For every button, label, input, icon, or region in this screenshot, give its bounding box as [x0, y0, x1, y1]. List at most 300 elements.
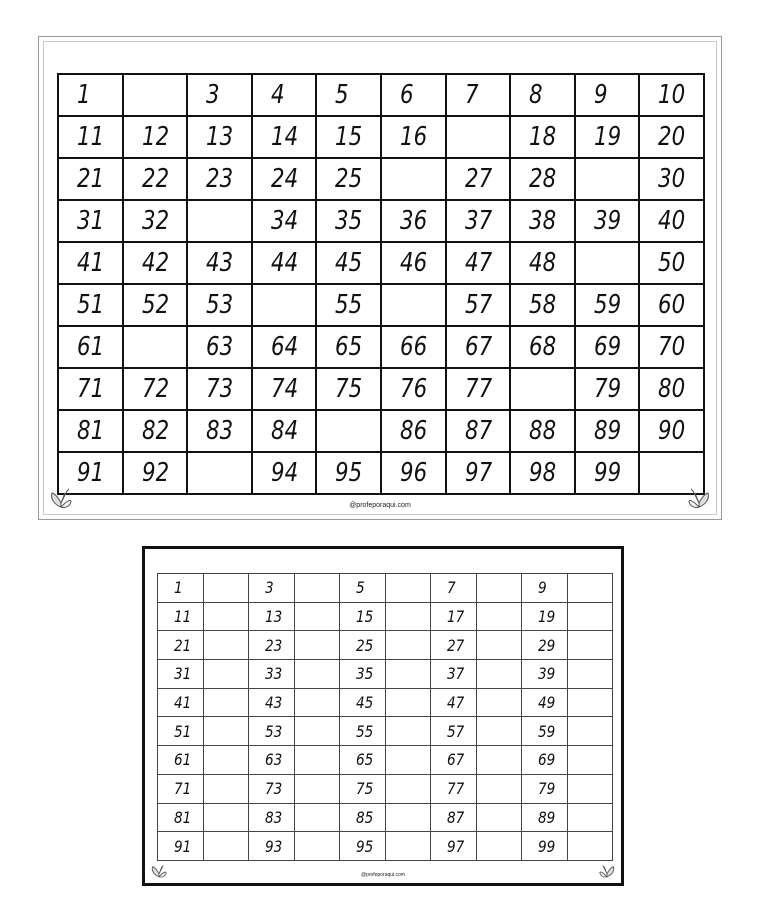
grid-row — [158, 602, 613, 631]
grid-cell — [123, 158, 188, 200]
grid-cell — [158, 746, 204, 775]
grid-cell — [249, 774, 295, 803]
cell-number: 84 — [270, 416, 298, 446]
cell-number: 47 — [464, 248, 492, 278]
grid-cell — [187, 74, 252, 116]
cell-number: 94 — [270, 458, 298, 488]
grid-row — [58, 452, 704, 494]
grid-cell — [58, 116, 123, 158]
grid-cell — [522, 602, 568, 631]
grid-cell — [639, 242, 704, 284]
grid-cell — [316, 242, 381, 284]
cell-number: 45 — [356, 693, 374, 713]
grid-cell — [639, 200, 704, 242]
grid-row — [58, 116, 704, 158]
grid-cell-blank — [316, 410, 381, 452]
cell-number: 63 — [265, 750, 283, 770]
cell-number: 99 — [538, 836, 556, 856]
cell-number: 14 — [270, 122, 298, 152]
grid-cell — [123, 200, 188, 242]
grid-cell — [158, 832, 204, 861]
grid-cell-blank — [476, 688, 522, 717]
cell-number: 41 — [77, 248, 105, 278]
cell-number: 89 — [538, 807, 556, 827]
cell-number: 69 — [593, 332, 621, 362]
grid-row — [58, 74, 704, 116]
grid-cell — [158, 602, 204, 631]
grid-cell-blank — [476, 574, 522, 603]
cell-number: 87 — [464, 416, 492, 446]
grid-cell — [252, 326, 317, 368]
grid-cell — [381, 116, 446, 158]
grid-cell — [340, 574, 386, 603]
cell-number: 6 — [399, 80, 414, 110]
cell-number: 7 — [464, 80, 479, 110]
grid-cell-blank — [294, 574, 340, 603]
grid-cell — [522, 688, 568, 717]
grid-cell — [187, 368, 252, 410]
cell-number: 75 — [356, 779, 374, 799]
cell-number: 35 — [335, 206, 363, 236]
grid-cell — [158, 803, 204, 832]
grid-row — [158, 832, 613, 861]
grid-cell — [575, 410, 640, 452]
cell-number: 20 — [658, 122, 686, 152]
grid-cell — [58, 410, 123, 452]
grid-cell — [252, 242, 317, 284]
cell-number: 87 — [447, 807, 465, 827]
grid-cell — [123, 452, 188, 494]
cell-number: 53 — [206, 290, 234, 320]
grid-cell — [252, 452, 317, 494]
grid-cell-blank — [294, 660, 340, 689]
grid-cell — [316, 368, 381, 410]
butterfly-icon — [149, 861, 169, 881]
cell-number: 21 — [77, 164, 105, 194]
grid-cell-blank — [381, 158, 446, 200]
number-grid — [157, 573, 613, 861]
grid-cell — [639, 116, 704, 158]
cell-number: 73 — [206, 374, 234, 404]
grid-cell — [446, 242, 511, 284]
worksheet-hundred-chart-missing-numbers — [38, 36, 722, 520]
cell-number: 1 — [77, 80, 91, 110]
grid-cell-blank — [476, 774, 522, 803]
grid-cell-blank — [203, 631, 249, 660]
cell-number: 71 — [77, 374, 105, 404]
cell-number: 81 — [77, 416, 105, 446]
cell-number: 79 — [538, 779, 556, 799]
cell-number: 5 — [335, 80, 349, 110]
cell-number: 57 — [447, 721, 465, 741]
grid-row — [58, 242, 704, 284]
grid-cell — [252, 368, 317, 410]
cell-number: 37 — [464, 206, 492, 236]
cell-number: 28 — [529, 164, 557, 194]
grid-cell-blank — [385, 660, 431, 689]
cell-number: 43 — [265, 693, 283, 713]
grid-cell — [446, 452, 511, 494]
grid-row — [58, 368, 704, 410]
grid-cell-blank — [476, 717, 522, 746]
cell-number: 57 — [464, 290, 492, 320]
grid-cell-blank — [385, 574, 431, 603]
grid-cell — [431, 688, 477, 717]
grid-cell — [639, 158, 704, 200]
grid-cell — [510, 452, 575, 494]
grid-cell — [431, 774, 477, 803]
grid-cell — [575, 452, 640, 494]
cell-number: 42 — [141, 248, 169, 278]
grid-cell — [316, 74, 381, 116]
cell-number: 97 — [464, 458, 492, 488]
cell-number: 40 — [658, 206, 686, 236]
grid-cell — [522, 774, 568, 803]
grid-cell — [431, 803, 477, 832]
grid-cell — [381, 74, 446, 116]
cell-number: 97 — [447, 836, 465, 856]
cell-number: 83 — [265, 807, 283, 827]
cell-number: 64 — [270, 332, 298, 362]
cell-number: 19 — [538, 607, 556, 627]
cell-number: 24 — [270, 164, 298, 194]
grid-cell-blank — [203, 717, 249, 746]
grid-cell — [316, 326, 381, 368]
cell-number: 18 — [529, 122, 557, 152]
grid-cell — [123, 368, 188, 410]
cell-number: 44 — [270, 248, 298, 278]
cell-number: 12 — [141, 122, 169, 152]
cell-number: 37 — [447, 664, 465, 684]
grid-cell-blank — [567, 660, 613, 689]
grid-cell — [639, 284, 704, 326]
grid-cell — [340, 602, 386, 631]
cell-number: 36 — [399, 206, 428, 236]
cell-number: 77 — [447, 779, 465, 799]
grid-cell — [381, 242, 446, 284]
cell-number: 47 — [447, 693, 465, 713]
cell-number: 21 — [174, 635, 192, 655]
grid-cell — [158, 774, 204, 803]
grid-cell — [522, 717, 568, 746]
grid-cell — [639, 74, 704, 116]
grid-cell-blank — [567, 803, 613, 832]
grid-cell — [123, 242, 188, 284]
cell-number: 39 — [593, 206, 621, 236]
cell-number: 46 — [399, 248, 428, 278]
grid-cell — [249, 574, 295, 603]
cell-number: 17 — [447, 607, 465, 627]
grid-cell — [446, 284, 511, 326]
grid-cell — [510, 158, 575, 200]
grid-cell — [252, 158, 317, 200]
cell-number: 53 — [265, 721, 283, 741]
grid-cell-blank — [203, 688, 249, 717]
cell-number: 71 — [174, 779, 192, 799]
grid-cell-blank — [385, 832, 431, 861]
cell-number: 67 — [447, 750, 465, 770]
grid-cell-blank — [203, 803, 249, 832]
cell-number: 85 — [356, 807, 374, 827]
grid-cell — [446, 158, 511, 200]
grid-cell-blank — [385, 602, 431, 631]
grid-cell — [575, 116, 640, 158]
grid-cell — [340, 688, 386, 717]
cell-number: 29 — [538, 635, 556, 655]
cell-number: 99 — [593, 458, 621, 488]
cell-number: 90 — [658, 416, 686, 446]
grid-cell — [639, 326, 704, 368]
grid-cell — [249, 631, 295, 660]
grid-cell-blank — [123, 326, 188, 368]
grid-cell-blank — [575, 242, 640, 284]
grid-cell-blank — [294, 688, 340, 717]
cell-number: 38 — [529, 206, 557, 236]
grid-cell — [340, 660, 386, 689]
cell-number: 27 — [464, 164, 492, 194]
grid-cell — [340, 717, 386, 746]
cell-number: 30 — [658, 164, 686, 194]
grid-cell-blank — [476, 832, 522, 861]
grid-cell — [446, 74, 511, 116]
grid-cell-blank — [567, 574, 613, 603]
grid-cell — [522, 631, 568, 660]
cell-number: 43 — [206, 248, 234, 278]
grid-cell-blank — [567, 746, 613, 775]
cell-number: 13 — [206, 122, 234, 152]
grid-cell — [252, 410, 317, 452]
grid-cell — [187, 410, 252, 452]
grid-cell — [58, 326, 123, 368]
grid-cell — [187, 242, 252, 284]
grid-cell — [431, 717, 477, 746]
grid-cell — [123, 116, 188, 158]
grid-row — [158, 803, 613, 832]
grid-row — [158, 660, 613, 689]
grid-cell — [340, 631, 386, 660]
grid-cell — [446, 326, 511, 368]
cell-number: 3 — [206, 80, 220, 110]
cell-number: 60 — [658, 290, 686, 320]
grid-cell — [510, 326, 575, 368]
grid-cell — [522, 832, 568, 861]
grid-row — [158, 688, 613, 717]
grid-cell-blank — [567, 832, 613, 861]
cell-number: 61 — [174, 750, 192, 770]
grid-cell-blank — [203, 746, 249, 775]
grid-cell-blank — [575, 158, 640, 200]
cell-number: 59 — [593, 290, 621, 320]
grid-cell — [187, 326, 252, 368]
grid-cell-blank — [294, 746, 340, 775]
grid-cell — [639, 410, 704, 452]
cell-number: 7 — [447, 578, 456, 598]
grid-cell — [639, 368, 704, 410]
cell-number: 92 — [141, 458, 169, 488]
grid-cell — [510, 116, 575, 158]
grid-cell — [575, 74, 640, 116]
grid-cell — [381, 200, 446, 242]
cell-number: 8 — [529, 80, 543, 110]
grid-cell — [340, 746, 386, 775]
grid-cell — [446, 410, 511, 452]
grid-cell — [381, 326, 446, 368]
cell-number: 11 — [174, 607, 192, 627]
grid-cell-blank — [294, 631, 340, 660]
butterfly-icon — [597, 861, 617, 881]
grid-cell-blank — [476, 803, 522, 832]
cell-number: 49 — [538, 693, 556, 713]
grid-cell — [522, 746, 568, 775]
grid-cell — [316, 200, 381, 242]
cell-number: 72 — [141, 374, 169, 404]
cell-number: 32 — [141, 206, 169, 236]
grid-cell-blank — [203, 602, 249, 631]
grid-cell-blank — [567, 602, 613, 631]
grid-cell — [252, 200, 317, 242]
credit-text: @profeporaqui.com — [361, 872, 405, 878]
cell-number: 88 — [529, 416, 557, 446]
grid-cell — [249, 803, 295, 832]
cell-number: 35 — [356, 664, 374, 684]
grid-cell-blank — [294, 717, 340, 746]
cell-number: 69 — [538, 750, 556, 770]
grid-cell — [158, 631, 204, 660]
grid-cell — [187, 158, 252, 200]
grid-cell-blank — [385, 774, 431, 803]
grid-cell-blank — [385, 688, 431, 717]
grid-row — [58, 410, 704, 452]
cell-number: 50 — [658, 248, 686, 278]
cell-number: 9 — [593, 80, 608, 110]
grid-cell-blank — [476, 660, 522, 689]
cell-number: 65 — [356, 750, 374, 770]
cell-number: 45 — [335, 248, 363, 278]
number-grid — [57, 73, 705, 495]
cell-number: 5 — [356, 578, 365, 598]
grid-cell — [158, 717, 204, 746]
grid-cell-blank — [567, 717, 613, 746]
cell-number: 74 — [270, 374, 298, 404]
cell-number: 77 — [464, 374, 492, 404]
cell-number: 63 — [206, 332, 234, 362]
grid-cell-blank — [294, 774, 340, 803]
cell-number: 34 — [270, 206, 298, 236]
cell-number: 22 — [141, 164, 169, 194]
cell-number: 91 — [77, 458, 105, 488]
grid-cell — [431, 602, 477, 631]
grid-cell — [316, 284, 381, 326]
cell-number: 59 — [538, 721, 556, 741]
grid-cell-blank — [567, 774, 613, 803]
grid-cell — [123, 410, 188, 452]
cell-number: 66 — [399, 332, 428, 362]
grid-cell-blank — [567, 688, 613, 717]
cell-number: 76 — [399, 374, 428, 404]
grid-cell — [316, 116, 381, 158]
grid-cell — [58, 368, 123, 410]
grid-cell — [187, 284, 252, 326]
cell-number: 48 — [529, 248, 557, 278]
cell-number: 51 — [174, 721, 192, 741]
grid-cell-blank — [203, 574, 249, 603]
cell-number: 96 — [399, 458, 428, 488]
grid-row — [158, 746, 613, 775]
grid-cell — [522, 803, 568, 832]
grid-row — [58, 284, 704, 326]
grid-cell — [575, 200, 640, 242]
grid-cell-blank — [203, 774, 249, 803]
cell-number: 11 — [77, 122, 105, 152]
grid-cell — [252, 116, 317, 158]
grid-row — [58, 326, 704, 368]
grid-cell — [575, 368, 640, 410]
grid-cell — [431, 832, 477, 861]
cell-number: 31 — [174, 664, 192, 684]
grid-cell — [58, 74, 123, 116]
grid-cell — [510, 200, 575, 242]
cell-number: 95 — [356, 836, 374, 856]
cell-number: 25 — [356, 635, 374, 655]
grid-cell-blank — [385, 631, 431, 660]
grid-cell — [431, 660, 477, 689]
worksheet-odd-numbers-chart — [142, 546, 624, 886]
cell-number: 73 — [265, 779, 283, 799]
grid-row — [158, 717, 613, 746]
grid-cell — [431, 574, 477, 603]
cell-number: 41 — [174, 693, 192, 713]
grid-cell — [58, 200, 123, 242]
cell-number: 19 — [593, 122, 621, 152]
grid-row — [58, 200, 704, 242]
cell-number: 58 — [529, 290, 557, 320]
grid-cell — [431, 746, 477, 775]
grid-cell-blank — [567, 631, 613, 660]
grid-cell — [58, 158, 123, 200]
cell-number: 33 — [265, 664, 283, 684]
grid-cell-blank — [187, 200, 252, 242]
cell-number: 16 — [399, 122, 428, 152]
grid-cell-blank — [385, 746, 431, 775]
cell-number: 91 — [174, 836, 192, 856]
cell-number: 15 — [356, 607, 374, 627]
cell-number: 9 — [538, 578, 547, 598]
grid-row — [158, 631, 613, 660]
cell-number: 4 — [270, 80, 285, 110]
grid-cell — [249, 832, 295, 861]
cell-number: 13 — [265, 607, 283, 627]
grid-cell — [340, 774, 386, 803]
grid-cell — [249, 660, 295, 689]
grid-cell — [252, 74, 317, 116]
cell-number: 25 — [335, 164, 363, 194]
cell-number: 15 — [335, 122, 363, 152]
cell-number: 75 — [335, 374, 363, 404]
grid-cell-blank — [294, 832, 340, 861]
grid-cell — [381, 410, 446, 452]
grid-cell — [58, 242, 123, 284]
cell-number: 98 — [529, 458, 557, 488]
grid-cell-blank — [510, 368, 575, 410]
grid-cell-blank — [203, 832, 249, 861]
grid-cell — [187, 116, 252, 158]
grid-cell — [249, 602, 295, 631]
grid-cell — [446, 368, 511, 410]
grid-cell-blank — [385, 717, 431, 746]
cell-number: 93 — [265, 836, 283, 856]
cell-number: 39 — [538, 664, 556, 684]
grid-cell-blank — [123, 74, 188, 116]
